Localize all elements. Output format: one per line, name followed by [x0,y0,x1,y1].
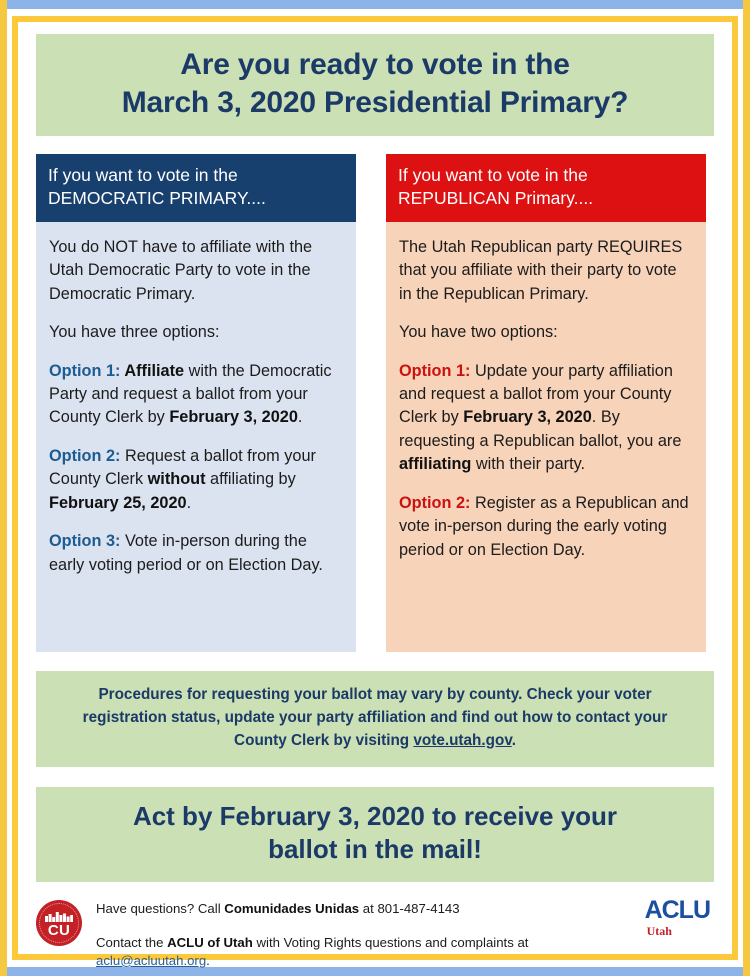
act-by-banner [36,787,714,883]
democratic-options-lead: You have three options: [49,323,220,342]
republican-option-1 [399,360,693,477]
footer-line2-middle: with Voting Rights questions and complaints at [252,934,529,950]
republican-option-2-text: Register as a Republican and vote in-person during the early voting period or on Election Day. [399,493,689,559]
comunidades-unidas-logo [36,900,82,946]
title-line-1: Are you ready to vote in the [180,48,570,81]
democratic-options-list [49,360,343,578]
republican-option-1-text: with their party. [471,455,586,474]
footer-contact-line-1 [96,900,631,918]
right-edge-band [743,0,750,976]
footer-line1-before: Have questions? Call [96,901,225,917]
republican-option-1-text: . By requesting a Republican ballot, you are [399,408,682,450]
republican-options-lead: You have two options: [399,323,558,342]
aclu-logo-state: Utah [646,924,672,939]
republican-option-1-text: Update your party affiliation and request a ballot from your County Clerk by [399,361,673,427]
democratic-option-2-text: affiliating by [205,470,296,489]
republican-option-2-label: Option 2: [399,493,471,512]
democratic-option-2-text: without [147,470,206,489]
democratic-option-2-text: Request a ballot from your County Clerk [49,446,316,489]
notice-text-after: . [511,731,516,749]
party-columns [36,154,714,652]
footer-line2-after: . [206,952,210,968]
democratic-intro: You do NOT have to affiliate with the Utah Democratic Party to vote in the Democratic Primary. [49,237,313,303]
vote-utah-gov-link[interactable]: vote.utah.gov [413,731,512,749]
democratic-header-line-2: DEMOCRATIC PRIMARY.... [48,188,266,209]
democratic-option-3-text: Vote in-person during the early voting period or on Election Day. [49,532,323,574]
democratic-option-1-text: with the Democratic Party and request a ballot from your County Clerk by [49,361,332,427]
republican-option-2 [399,492,693,562]
left-edge-band [0,0,7,976]
democratic-option-1-text: February 3, 2020 [169,408,298,427]
democratic-option-2-text: February 25, 2020 [49,493,187,512]
democratic-option-3-label: Option 3: [49,532,121,551]
democratic-option-1-text: . [297,408,303,427]
act-banner-line-2: ballot in the mail! [268,834,482,865]
republican-header-line-1: If you want to vote in the [398,165,588,186]
republican-options-list [399,360,693,563]
republican-column [386,154,706,652]
procedures-notice [36,671,714,767]
title-line-2: March 3, 2020 Presidential Primary? [121,86,629,120]
act-banner-line-1: Act by February 3, 2020 to receive your [132,800,618,831]
comunidades-unidas-name: Comunidades Unidas [224,901,360,917]
poster-title [36,34,714,136]
republican-option-1-text: affiliating [399,455,472,474]
republican-option-1-label: Option 1: [399,361,471,380]
democratic-column-body [36,222,356,652]
republican-column-body [386,222,706,652]
aclu-logo-wordmark: ACLU [644,896,710,925]
footer-line2-before: Contact the [96,934,168,950]
footer-text-block [96,898,631,969]
poster-frame [12,16,738,968]
democratic-option-2-text: . [186,493,192,512]
footer-line1-after: at 801-487-4143 [359,901,460,917]
skyline-icon [45,912,73,922]
republican-column-header [386,154,706,222]
cu-logo-text: CU [47,922,71,940]
democratic-column [36,154,356,652]
democratic-column-header [36,154,356,222]
republican-option-1-text: February 3, 2020 [463,408,592,427]
republican-intro: The Utah Republican party REQUIRES that you affiliate with their party to vote in the Republican Primary. [399,237,683,303]
democratic-option-1 [49,360,343,430]
top-edge-band [0,0,750,9]
democratic-header-line-1: If you want to vote in the [48,165,238,186]
aclu-logo [645,898,714,938]
democratic-option-3 [49,530,343,577]
democratic-option-2 [49,445,343,515]
aclu-email-link[interactable]: aclu@acluutah.org [96,952,207,968]
footer-contact-line-2 [96,934,631,970]
democratic-option-1-label: Option 1: [49,361,121,380]
democratic-option-2-label: Option 2: [49,446,121,465]
democratic-option-1-text: Affiliate [120,361,185,380]
notice-text-before: Procedures for requesting your ballot may vary by county. Check your voter registration status, update your party affiliation and find out how to contact your County Clerk by visiting [82,685,668,749]
republican-header-line-2: REPUBLICAN Primary.... [398,188,594,209]
aclu-of-utah-name: ACLU of Utah [167,934,253,950]
poster-footer [36,898,714,969]
